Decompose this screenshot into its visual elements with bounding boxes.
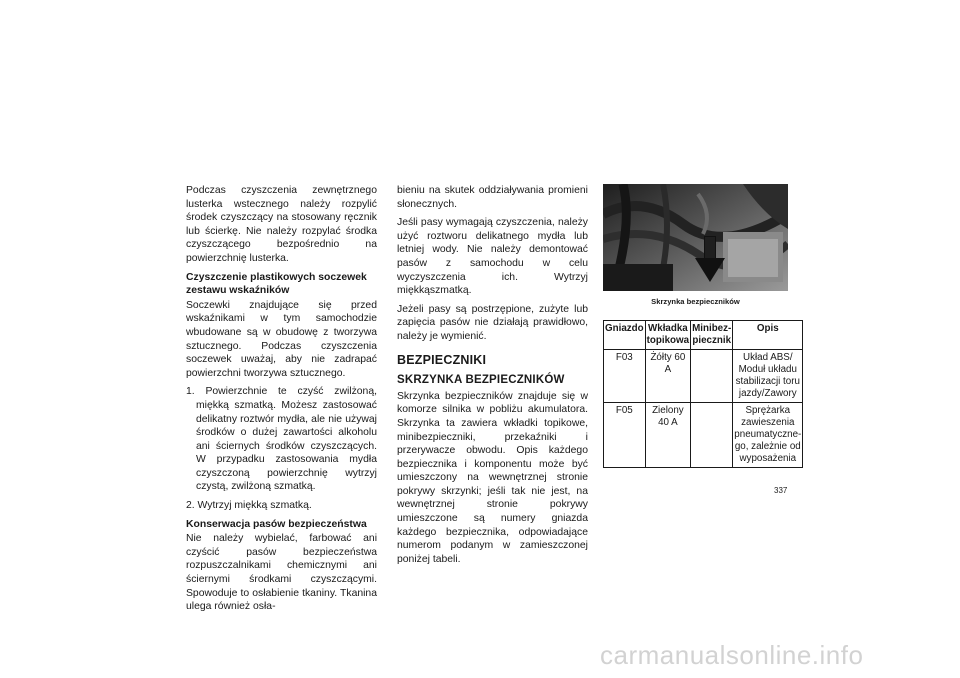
right-column: [603, 184, 802, 468]
paragraph: Nie należy wybielać, farbować ani czyścić pasów bezpieczeństwa rozpuszczalnikami chemicznymi ani ściernymi środkami czyszczącymi. Spowoduje to osłabienie tkaniny. Tkanina ulega również osła-: [186, 533, 377, 613]
list-item: 1. Powierzchnie te czyść zwilżoną, miękką szmatką. Możesz zastosować delikatny roztwór mydła, ale nie używaj środków o dużej zawartości alkoholu ani ściernych środków czyszczących. W przypadku zastosowania mydła czyszczoną powierzchnię wytrzyj czystą, zwilżoną szmatką.: [186, 386, 377, 493]
subheading-seat-belts: Konserwacja pasów bezpieczeństwa: [186, 518, 367, 530]
middle-column: [397, 184, 588, 571]
fuse-table: [603, 320, 803, 468]
table-cell: F03: [604, 349, 646, 402]
table-cell: Układ ABS/ Moduł układu stabilizacji toru jazdy/Zawory: [733, 349, 803, 402]
engine-bay-photo: [603, 184, 788, 291]
table-header: Gniazdo: [604, 320, 646, 349]
table-cell: Zielony 40 A: [645, 402, 690, 467]
list-item: 2. Wytrzyj miękką szmatką.: [186, 500, 312, 512]
table-cell: [691, 402, 733, 467]
paragraph: Soczewki znajdujące się przed wskaźnikami w tym samochodzie wbudowane są w obudowę z tworzywa sztucznego. Podczas czyszczenia soczewek uważaj, aby nie zadrapać powierzchni tworzywa sztucznego.: [186, 299, 377, 379]
section-heading-fuse-box: SKRZYNKA BEZPIECZNIKÓW: [397, 374, 565, 387]
subheading-plastic-lenses: Czyszczenie plastikowych soczewek zestawu wskaźników: [186, 271, 367, 297]
table-header-row: [604, 320, 803, 349]
table-header: Minibez-piecznik: [691, 320, 733, 349]
table-header: Opis: [733, 320, 803, 349]
table-cell: Żółty 60 A: [645, 349, 690, 402]
page-number: 337: [774, 486, 788, 495]
table-cell: Sprężarka zawieszenia pneumatyczne-go, zależnie od wyposażenia: [733, 402, 803, 467]
paragraph: Podczas czyszczenia zewnętrznego lusterka wstecznego należy rozpylić środek czyszczący na stosowany ręcznik lub ścierkę. Nie należy rozpylać środka czyszczącego bezpośrednio na powierzchnię lusterka.: [186, 185, 377, 264]
paragraph: bieniu na skutek oddziaływania promieni słonecznych.: [397, 185, 588, 210]
paragraph: Skrzynka bezpieczników znajduje się w komorze silnika w pobliżu akumulatora. Skrzynka ta zawiera wkładki topikowe, minibezpieczniki, przekaźniki i przerywacze obwodu. Opis każdego bezpiecznika i komponentu może być umieszczony na wewnętrznej stronie pokrywy skrzynki; jeśli tak nie jest, na wewnętrznej stronie pokrywy umieszczone są numery gniazda każdego bezpiecznika, odpowiadające numerom podanym w zamieszczonej poniżej tabeli.: [397, 390, 588, 565]
paragraph: Jeżeli pasy są postrzępione, zużyte lub zapięcia pasów nie działają prawidłowo, należy je wymienić.: [397, 303, 588, 342]
table-row: [604, 402, 803, 467]
table-row: [604, 349, 803, 402]
paragraph: Jeśli pasy wymagają czyszczenia, należy użyć roztworu delikatnego mydła lub letniej wody. Nie należy demontować pasów z samochodu w celu wyczyszczenia ich. Wytrzyj miękkąszmatką.: [397, 217, 588, 297]
table-cell: F05: [604, 402, 646, 467]
image-caption: Skrzynka bezpieczników: [651, 297, 740, 306]
section-heading-fuses: BEZPIECZNIKI: [397, 352, 487, 367]
left-column: [186, 184, 377, 619]
watermark: carmanualsonline.info: [600, 640, 864, 670]
engine-bay-image: [603, 184, 788, 291]
table-header: Wkładka topikowa: [645, 320, 690, 349]
table-cell: [691, 349, 733, 402]
